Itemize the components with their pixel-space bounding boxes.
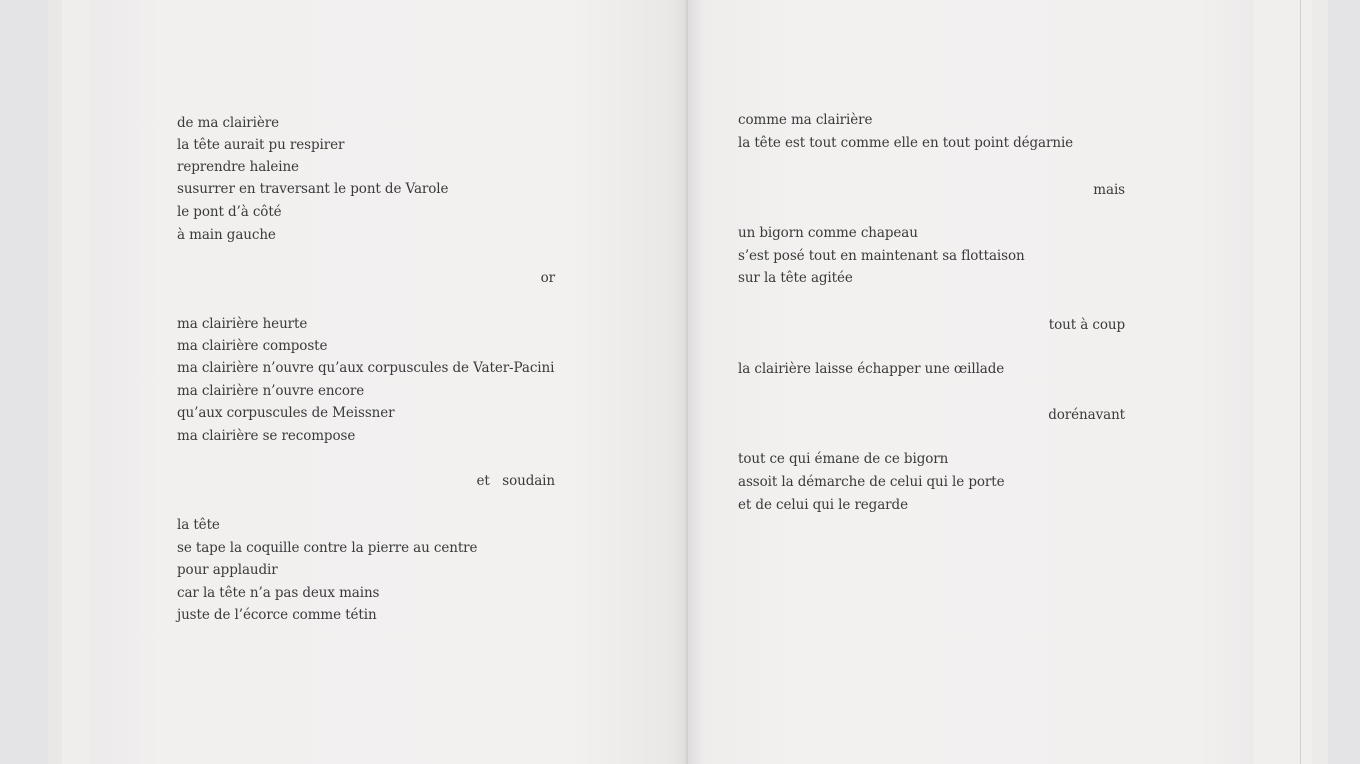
verse-line: la tête: [177, 517, 220, 533]
verse-line: pour applaudir: [177, 562, 278, 578]
verse-line: ma clairière composte: [177, 338, 328, 354]
verse-line: se tape la coquille contre la pierre au centre: [177, 540, 478, 556]
verse-line: ma clairière n’ouvre qu’aux corpuscules de Vater-Pacini: [177, 360, 555, 376]
verse-line: tout ce qui émane de ce bigorn: [738, 451, 949, 467]
verse-line: de ma clairière: [177, 115, 280, 131]
transition-word: tout à coup: [1048, 317, 1125, 333]
verse-line: car la tête n’a pas deux mains: [177, 585, 380, 601]
verse-line: s’est posé tout en maintenant sa flottaison: [738, 248, 1025, 264]
verse-line: qu’aux corpuscules de Meissner: [177, 405, 395, 421]
verse-line: comme ma clairière: [738, 112, 873, 128]
deckle-line: [1300, 0, 1301, 764]
verse-line: sur la tête agitée: [738, 270, 853, 286]
verse-line: ma clairière se recompose: [177, 428, 356, 444]
verse-line: la tête aurait pu respirer: [177, 137, 345, 153]
verse-line: ma clairière heurte: [177, 316, 308, 332]
verse-line: un bigorn comme chapeau: [738, 225, 918, 241]
transition-word: or: [540, 270, 555, 286]
verse-line: juste de l’écorce comme tétin: [177, 607, 377, 623]
verse-line: reprendre haleine: [177, 159, 299, 175]
verse-line: assoit la démarche de celui qui le porte: [738, 474, 1005, 490]
transition-word: mais: [1093, 182, 1125, 198]
transition-word: dorénavant: [1048, 407, 1125, 423]
verse-line: susurrer en traversant le pont de Varole: [177, 181, 449, 197]
paper-edge-right-inner: [1250, 0, 1312, 764]
verse-line: à main gauche: [177, 227, 276, 243]
left-page: [90, 0, 688, 764]
verse-line: ma clairière n’ouvre encore: [177, 383, 365, 399]
right-page: [688, 0, 1254, 764]
verse-line: et de celui qui le regarde: [738, 497, 908, 513]
verse-line: la clairière laisse échapper une œillade: [738, 361, 1005, 377]
transition-word: et soudain: [476, 473, 555, 489]
verse-line: le pont d’à côté: [177, 204, 282, 220]
verse-line: la tête est tout comme elle en tout point dégarnie: [738, 135, 1074, 151]
